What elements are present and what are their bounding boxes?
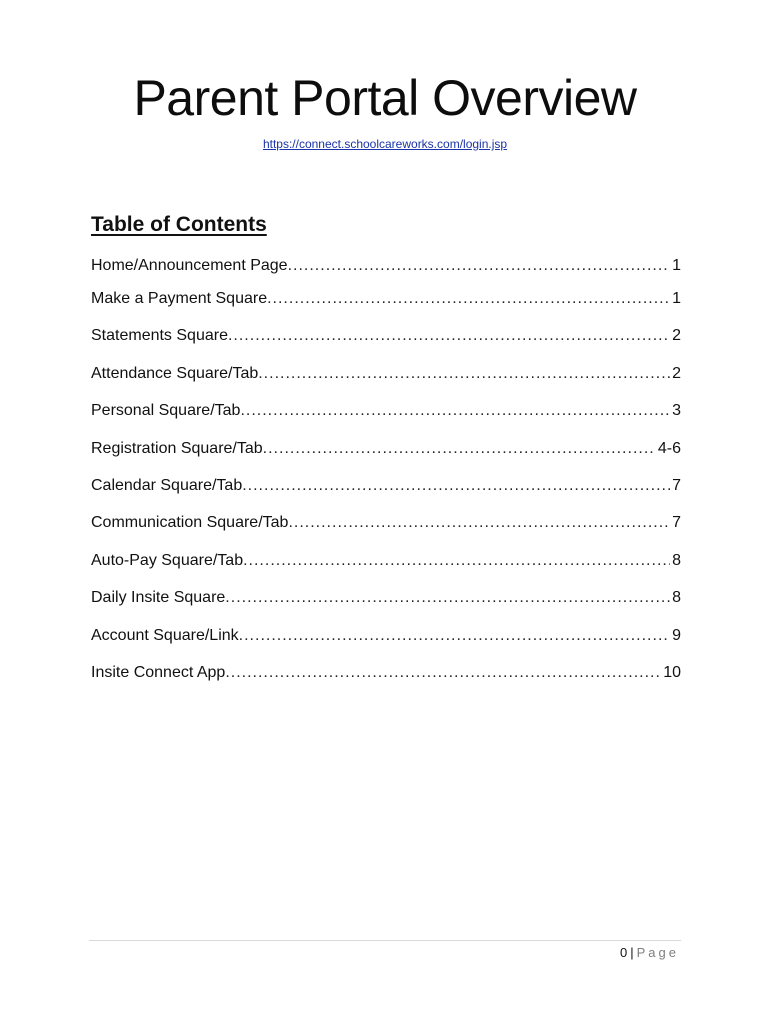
toc-entry[interactable] [91,623,681,660]
toc-entry-label: Communication Square/Tab [91,514,289,532]
toc-entry-label: Personal Square/Tab [91,402,241,420]
toc-heading: Table of Contents [91,213,267,236]
toc-entry-page: 2 [672,327,681,345]
toc-entry-page: 4-6 [657,439,681,457]
toc-entry-page: 1 [672,290,681,307]
toc-entry-label: Calendar Square/Tab [91,476,243,494]
portal-url [0,136,770,152]
toc-entry-page: 2 [672,364,681,382]
toc-entry[interactable] [91,361,681,398]
footer-page-word: Page [636,945,679,960]
footer-separator: | [630,945,634,960]
toc-entry-label: Registration Square/Tab [91,439,263,457]
toc-dot-leader [225,660,661,686]
toc-entry[interactable] [91,398,681,435]
toc-entry[interactable] [91,436,681,473]
toc-entry-label: Home/Announcement Page [91,257,288,274]
toc-dot-leader [240,398,670,424]
footer-divider [89,940,681,941]
portal-login-link[interactable]: https://connect.schoolcareworks.com/login.jsp [262,137,508,151]
toc-entry-label: Attendance Square/Tab [91,364,259,382]
toc-dot-leader [263,436,656,462]
toc-entry-label: Auto-Pay Square/Tab [91,551,244,569]
toc-entry-page: 8 [672,589,681,607]
footer-page-number: 0 [620,945,628,960]
toc-entry[interactable] [91,660,681,697]
toc-dot-leader [258,361,670,387]
toc-entry[interactable] [91,473,681,510]
toc-entry-page: 10 [663,663,681,681]
toc-dot-leader [228,323,670,349]
toc-entry-page: 8 [672,551,681,569]
table-of-contents [91,253,681,697]
toc-entry[interactable] [91,548,681,585]
toc-entry[interactable] [91,253,681,286]
toc-entry[interactable] [91,286,681,323]
page-footer [620,944,679,962]
toc-entry-label: Daily Insite Square [91,589,226,607]
toc-entry[interactable] [91,585,681,622]
toc-entry-label: Statements Square [91,327,228,345]
toc-dot-leader [288,510,670,536]
toc-entry-page: 1 [672,257,681,274]
toc-entry-page: 9 [672,626,681,644]
page-title: Parent Portal Overview [133,70,637,126]
toc-dot-leader [243,548,670,574]
toc-entry-page: 7 [672,476,681,494]
toc-dot-leader [242,473,670,499]
toc-entry[interactable] [91,510,681,547]
toc-dot-leader [288,253,671,279]
toc-dot-leader [225,585,670,611]
toc-dot-leader [267,286,670,312]
toc-entry-label: Insite Connect App [91,663,226,681]
toc-entry-page: 3 [672,402,681,420]
toc-entry-label: Account Square/Link [91,626,239,644]
toc-entry-label: Make a Payment Square [91,290,268,307]
toc-dot-leader [239,623,670,649]
toc-entry[interactable] [91,323,681,360]
toc-entry-page: 7 [672,514,681,532]
